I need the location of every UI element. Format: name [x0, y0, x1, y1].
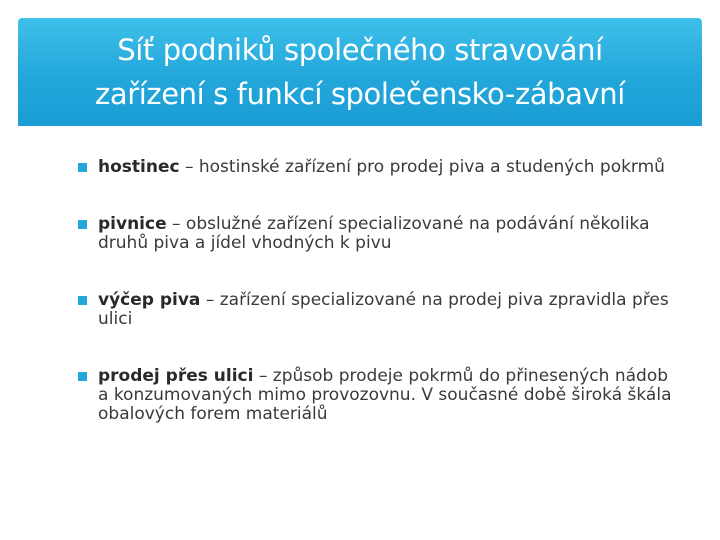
square-bullet-icon	[78, 163, 87, 172]
bullet-text: – obslužné zařízení specializované na podávání několika druhů piva a jídel vhodných k pivu	[98, 214, 650, 253]
bullet-text: – způsob prodeje pokrmů do přinesených nádob a konzumovaných mimo provozovnu. V současné době široká škála obalových forem materiálů	[98, 366, 672, 424]
bullet-term: výčep piva	[98, 290, 201, 310]
bullet-item-pivnice	[78, 215, 678, 253]
bullet-text: – hostinské zařízení pro prodej piva a studených pokrmů	[179, 157, 665, 177]
square-bullet-icon	[78, 372, 87, 381]
bullet-term: hostinec	[98, 157, 180, 177]
bullet-item-hostinec	[78, 158, 678, 177]
title-banner	[18, 18, 702, 126]
bullet-item-prodej-pres-ulici	[78, 367, 678, 424]
square-bullet-icon	[78, 220, 87, 229]
slide-title-line-1: Síť podniků společného stravování	[117, 33, 603, 67]
bullet-list	[78, 158, 678, 424]
bullet-term: prodej přes ulici	[98, 366, 254, 386]
square-bullet-icon	[78, 296, 87, 305]
bullet-text: – zařízení specializované na prodej piva zpravidla přes ulici	[98, 290, 669, 329]
bullet-term: pivnice	[98, 214, 167, 234]
slide-title-line-2: zařízení s funkcí společensko-zábavní	[95, 77, 625, 111]
bullet-item-vycep-piva	[78, 291, 678, 329]
